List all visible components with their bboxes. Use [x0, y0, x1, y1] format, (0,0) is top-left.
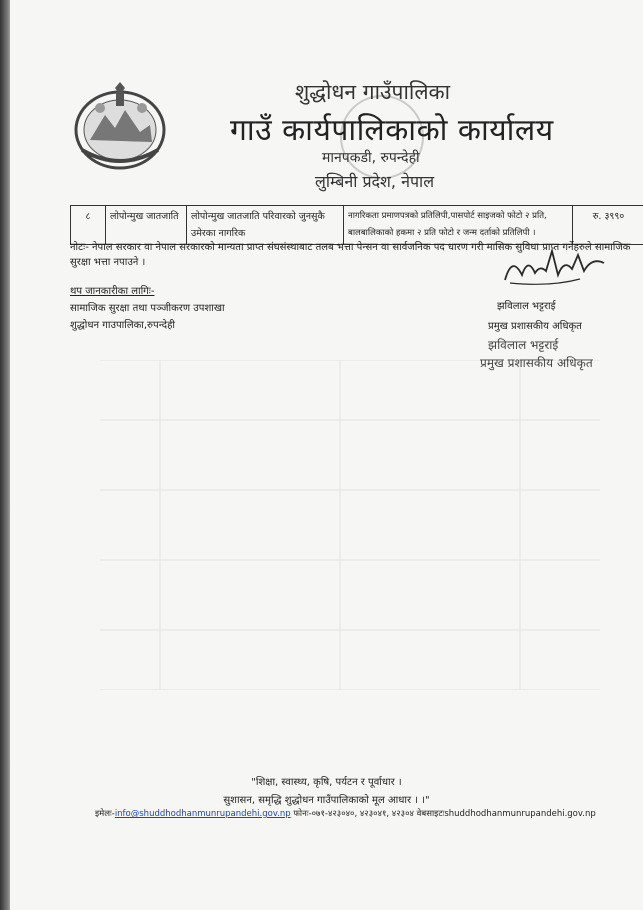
office-title: गाउँ कार्यपालिकाको कार्यालय — [230, 113, 554, 148]
signatory-name: झविलाल भट्टराई — [497, 301, 556, 312]
document-page — [10, 0, 643, 910]
cell-category: लोपोन्मुख जातजाति — [106, 206, 187, 245]
stamp-post: प्रमुख प्रशासकीय अधिकृत — [480, 356, 593, 370]
note-text: नोटः- नेपाल सरकार वा नेपाल सरकारको मान्यता प्राप्त संघसंस्थाबाट तलब भत्ता पेन्सन वा सार्वजनिक पद धारण गरी मासिक सुविधा प्राप्त गर्नेहरुले सामाजिक सुरक्षा भत्ता नपाउने । — [70, 242, 631, 268]
phone-text: फोनः-०७१-४२३०४०, ४२३०४१, ४२३०४ — [293, 809, 414, 819]
email-link[interactable]: info@shuddhodhanmunrupandehi.gov.np — [114, 809, 291, 819]
province-name: लुम्बिनी प्रदेश, नेपाल — [315, 172, 435, 191]
info-branch: सामाजिक सुरक्षा तथा पञ्जीकरण उपशाखा — [70, 303, 225, 314]
cell-documents: नागरिकता प्रमाणपत्रको प्रतिलिपी,पासपोर्ट साइजको फोटो २ प्रति, बालबालिकाको हकमा २ प्रति फोटो र जन्म दर्ताको प्रतिलिपी । — [344, 206, 573, 245]
footer-slogan-line2: सुशासन, समृद्धि शुद्धोधन गाउँपालिकाको मूल आधार । ।" — [223, 795, 430, 806]
municipality-name: शुद्धोधन गाउँपालिका — [295, 80, 451, 104]
stamp-name: झविलाल भट्टराई — [488, 338, 559, 352]
signatory-post: प्रमुख प्रशासकीय अधिकृत — [488, 321, 582, 332]
handwritten-signature — [500, 245, 610, 290]
footer-slogan-line1: "शिक्षा, स्वास्थ्य, कृषि, पर्यटन र पूर्वाधार । — [251, 777, 402, 788]
bleed-through-lines — [100, 360, 600, 690]
office-location: मानपकडी, रुपन्देही — [322, 150, 420, 166]
info-heading: थप जानकारीका लागिः- — [70, 286, 155, 297]
cell-sn: ८ — [71, 206, 106, 245]
info-office: शुद्धोधन गाउपालिका,रुपन्देही — [70, 320, 176, 331]
website-label: वेबसाइटः — [416, 809, 445, 819]
cell-eligibility: लोपोन्मुख जातजाति परिवारको जुनसुकै उमेरका नागरिक — [187, 206, 344, 245]
footer-contact — [95, 808, 596, 819]
website-text: shuddhodhanmunrupandehi.gov.np — [444, 809, 596, 819]
cell-amount: रु. ३९९० — [573, 206, 643, 245]
nepal-emblem-icon — [70, 80, 170, 172]
email-label: इमेलः- — [95, 809, 115, 819]
table-row — [71, 206, 643, 245]
allowance-table — [70, 205, 643, 245]
